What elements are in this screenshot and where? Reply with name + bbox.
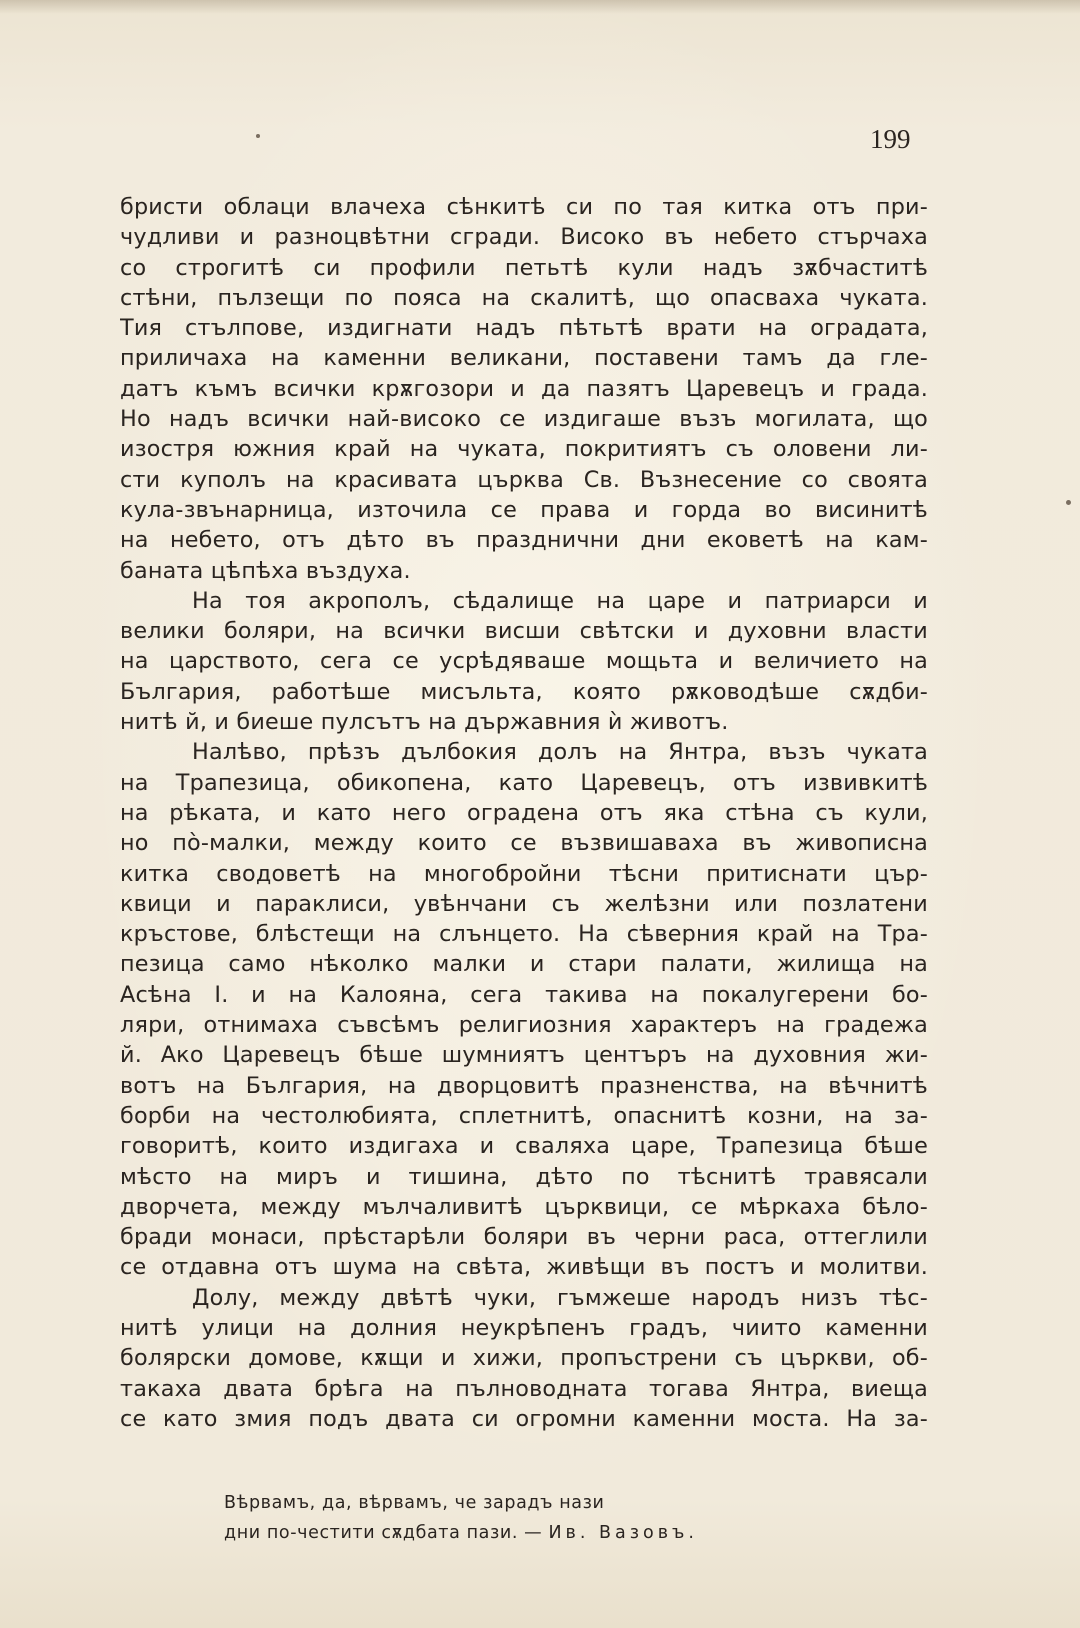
text-line: Налѣво, прѣзъ дълбокия долъ на Янтра, възъ чуката xyxy=(192,739,928,766)
text-line: Тия стълпове, издигнати надъ пѣтьтѣ врати на оградата, xyxy=(120,315,928,342)
text-line: ляри, отнимаха съвсѣмъ религиозния характеръ на градежа xyxy=(120,1012,928,1039)
text-line: Асѣна I. и на Калояна, сега такива на покалугерени бо- xyxy=(120,981,928,1008)
text-line: й. Ако Царевецъ бѣше шумниятъ центъръ на духовния жи- xyxy=(120,1042,928,1069)
text-line: на рѣката, и като него оградена отъ яка стѣна съ кули, xyxy=(120,799,928,826)
footnote-line: Вѣрвамъ, да, вѣрвамъ, че зарадъ нази xyxy=(224,1493,605,1513)
text-line: бристи облаци влачеха сѣнкитѣ си по тая китка отъ при- xyxy=(120,194,928,220)
text-line: Но надъ всички най-високо се издигаше възъ могилата, що xyxy=(120,406,928,433)
text-line: борби на честолюбията, сплетнитѣ, опаснитѣ козни, на за- xyxy=(120,1102,928,1129)
text-line: нитѣ улици на долния неукрѣпенъ градъ, чиито каменни xyxy=(120,1314,928,1341)
text-line: дворчета, между мълчаливитѣ църквици, се мѣркаха бѣло- xyxy=(120,1193,928,1220)
text-line: Долу, между двѣтѣ чуки, гъмжеше народъ низъ тѣс- xyxy=(192,1284,928,1311)
text-line: кръстове, блѣстещи на слънцето. На сѣверния край на Тра- xyxy=(120,921,928,948)
text-line: болярски домове, кѫщи и хижи, пропъстрени съ църкви, об- xyxy=(120,1345,928,1372)
footnote-line xyxy=(224,1518,698,1548)
page-number: 199 xyxy=(870,124,911,154)
text-line: мѣсто на миръ и тишина, дѣто по тѣснитѣ травясали xyxy=(120,1163,928,1190)
text-line: квици и параклиси, увѣнчани съ желѣзни или позлатени xyxy=(120,890,928,917)
page-edge-shadow xyxy=(0,0,1080,14)
text-line: сти куполъ на красивата църква Св. Възнесение со своята xyxy=(120,466,928,493)
text-line: на Трапезица, обикопена, като Царевецъ, отъ извивкитѣ xyxy=(120,769,928,796)
footnote-text: дни по-честити сѫдбата пази. — xyxy=(224,1523,549,1543)
text-line: България, работѣше мисъльта, която рѫководѣше сѫдби- xyxy=(120,678,928,705)
text-line: изостря южния край на чуката, покритиятъ съ оловени ли- xyxy=(120,436,928,463)
text-line: нитѣ й, и биеше пулсътъ на държавния ѝ животъ. xyxy=(120,709,729,736)
text-line: На тоя акрополъ, сѣдалище на царе и патриарси и xyxy=(192,587,928,614)
text-line: говоритѣ, които издигаха и сваляха царе, Трапезица бѣше xyxy=(120,1133,928,1160)
body-text xyxy=(120,192,928,1434)
text-line: китка сводоветѣ на многобройни тѣсни притиснати цър- xyxy=(120,860,928,887)
text-line: на небето, отъ дѣто въ празднични дни ековетѣ на кам- xyxy=(120,527,928,554)
text-line: кула-звънарница, източила се права и горда во висинитѣ xyxy=(120,496,928,523)
text-line: со строгитѣ си профили петьтѣ кули надъ зѫбчаститѣ xyxy=(120,254,928,281)
text-line: на царството, сега се усрѣдяваше мощьта и величието на xyxy=(120,648,928,675)
text-line: такаха двата брѣга на пълноводната тогава Янтра, виеща xyxy=(120,1375,928,1402)
text-line: баната цѣпѣха въздуха. xyxy=(120,557,411,584)
text-line: бради монаси, прѣстарѣли боляри въ черни раса, оттеглили xyxy=(120,1224,928,1251)
text-line: велики боляри, на всички висши свѣтски и духовни власти xyxy=(120,618,928,645)
text-line: се отдавна отъ шума на свѣта, живѣщи въ постъ и молитви. xyxy=(120,1254,928,1281)
text-line: приличаха на каменни великани, поставени тамъ да гле- xyxy=(120,345,928,372)
text-line: датъ къмъ всички крѫгозори и да пазятъ Царевецъ и града. xyxy=(120,375,928,402)
text-line: вотъ на България, на дворцовитѣ празненства, на вѣчнитѣ xyxy=(120,1072,928,1099)
footnote-epigraph xyxy=(224,1488,698,1548)
print-speck xyxy=(256,134,260,138)
text-line: но по̀-малки, между които се възвишаваха въ живописна xyxy=(120,830,928,857)
footnote-author: Ив. Вазовъ. xyxy=(548,1523,698,1543)
text-line: се като змия подъ двата си огромни каменни моста. На за- xyxy=(120,1405,928,1432)
text-line: пезица само нѣколко малки и стари палати, жилища на xyxy=(120,951,928,978)
text-line: стѣни, пълзещи по пояса на скалитѣ, що опасваха чуката. xyxy=(120,284,928,311)
print-speck xyxy=(1066,500,1071,505)
text-line: чудливи и разноцвѣтни сгради. Високо въ небето стърчаха xyxy=(120,224,928,251)
